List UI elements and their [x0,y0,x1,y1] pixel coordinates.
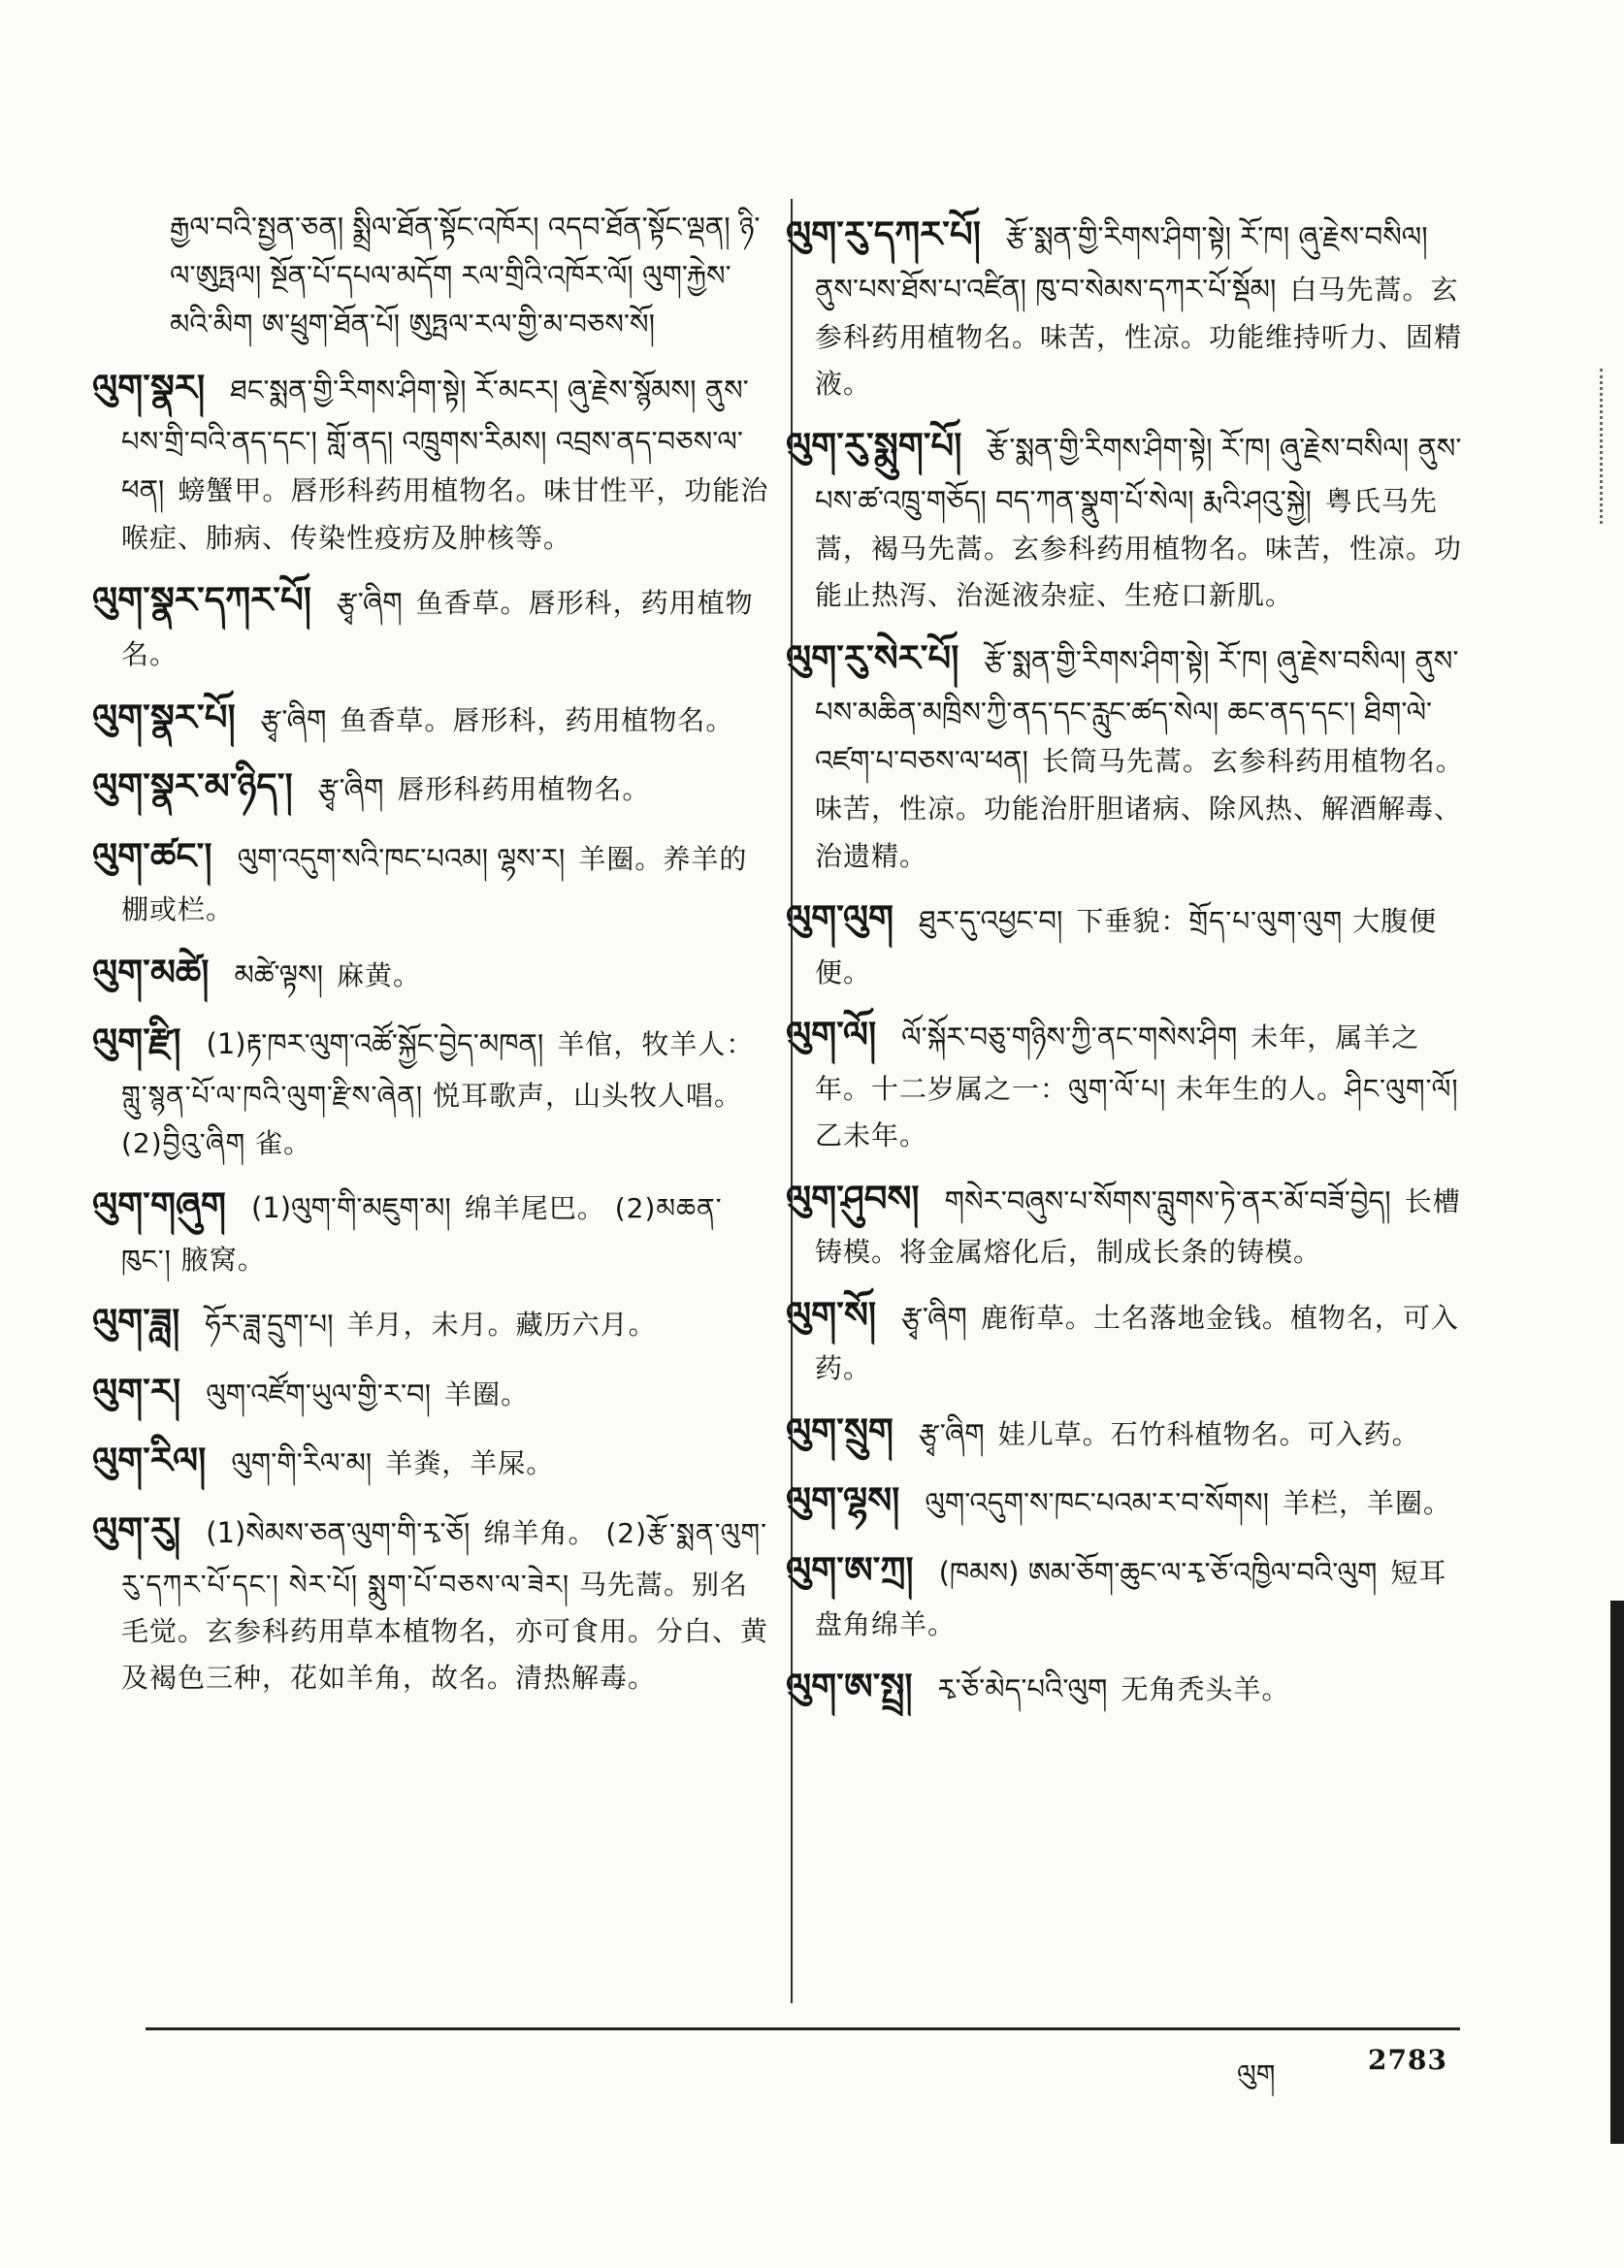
chinese-definition: 羊倌，牧羊人：གླུ་སྙན་པོ་ལ་ཁའི་ལུག་རྫིས་ཞེན། 悦耳歌声，山头牧人唱。(2)བྱིའུ་ཞིག 雀。 [121,1028,755,1159]
headword: ལུག་ལུག [786,897,893,939]
entry [92,756,771,818]
entry [786,1539,1475,1648]
right-column [786,204,1475,1726]
running-headword: ལུག [1237,2058,1276,2090]
tibetan-definition: རྩོ་སྨན་གྱི་རིགས་ཤིག་སྟེ། རོ་ཁ། ཞུ་རྗེས་བསིལ། ནུས་པས་མཆིན་མཁྲིས་ཀྱི་ནད་དང་རླུང་ཚད་སེལ། ཆང་ནད་དང་། ཐིག་ལེ་འཛག་པ་བཅས་ལ་ཕན། [815,643,1459,778]
chinese-definition: 下垂貌：གྲོད་པ་ལུག་ལུག 大腹便便。 [815,905,1438,988]
entry [786,1401,1475,1463]
headword: ལུག་ལོ། [786,1014,877,1056]
headword: ལུག་རུ་སྨུག་པོ། [786,425,962,468]
entry [92,1430,771,1492]
tibetan-definition: གསེར་བཞུས་པ་སོགས་བླུགས་ཏེ་ནར་མོ་བཟོ་བྱེད། [944,1183,1391,1217]
chinese-definition: 短耳盘角绵羊。 [815,1556,1447,1640]
chinese-definition: 鱼香草。唇形科，药用植物名。 [121,587,754,671]
tibetan-definition: (1)ལུག་གི་མཇུག་མ། [250,1190,451,1224]
headword: ལུག་གཞུག [92,1183,226,1226]
entry [92,942,771,1004]
entry [92,357,771,563]
chinese-definition: 鹿衔草。土名落地金钱。植物名，可入药。 [815,1301,1459,1385]
headword: ལུག་སྣར་མ་ཉིད་། [92,765,293,808]
tibetan-definition: ཧོར་ཟླ་དྲུག་པ། [205,1308,334,1341]
tibetan-definition: ལུག་འཛོག་ཡུལ་གྱི་ར་བ། [206,1377,432,1410]
chinese-definition: 绵羊角。 (2)རྩོ་སྨན་ལུག་རུ་དཀར་པོ་དང་། སེར་པོ། སྨུག་པོ་བཅས་ལ་ཟེར། 马先蒿。别名毛觉。玄参科药用草本植物名，亦可食用。分白、黄及褐色三种，花如羊角，故名。清热解毒。 [121,1516,769,1695]
tibetan-definition: (1)སེམས་ཅན་ལུག་གི་རྭ་ཅོ། [206,1515,471,1549]
tibetan-definition: (1)རྟ་ཁར་ལུག་འཚོ་སྐྱོང་བྱེད་མཁན། [206,1027,544,1061]
tibetan-definition: རྩྭ་ཞིག [260,702,327,736]
chinese-definition: 唇形科药用植物名。 [397,773,651,806]
chinese-definition: 麻黄。 [337,958,422,991]
entry [92,1291,771,1353]
headword: ལུག་ཨ་ཀྲ། [786,1548,914,1591]
entry [786,204,1475,407]
chinese-definition: 绵羊尾巴。 (2)མཆན་ཁུང་། 腋窝。 [121,1191,723,1276]
chinese-definition: 螃蟹甲。唇形科药用植物名。味甘性平，功能治喉症、肺病、传染性疫疠及肿核等。 [121,474,769,554]
headword: ལུག་རྫི། [92,1021,181,1063]
headword: ལུག་ཤུབས། [786,1177,920,1219]
chinese-definition: 羊栏，羊圈。 [1283,1487,1452,1520]
entry [92,1361,771,1423]
headword: ལུག་རུ་དཀར་པོ། [786,213,981,255]
headword: ལུག་མཚེ། [92,951,210,993]
headword: ལུག་སྣར་དཀར་པོ། [92,579,311,622]
tibetan-definition: རྩྭ་ཞིག [336,586,403,620]
entry [92,1175,771,1283]
scan-edge-bar [1610,1601,1624,2144]
tibetan-definition: ལུག་འདུག་ས་ཁང་པའམ་ར་བ་སོགས། [925,1486,1270,1520]
headword: ལུག་སྣར་པོ། [92,696,236,738]
tibetan-definition: ལུག་གི་རིལ་མ། [231,1446,373,1480]
tibetan-definition: ཐུར་དུ་འཕྱང་བ། [919,904,1063,937]
tibetan-definition: ལོ་སྐོར་བཅུ་གཉིས་ཀྱི་ནང་གསེས་ཤིག [901,1021,1238,1054]
tibetan-definition: ཐང་སྨན་གྱི་རིགས་ཤིག་སྟེ། རོ་མངར། ཞུ་རྗེས་སྙོམས། ནུས་པས་གྲི་བའི་ནད་དང་། གློ་ནད། འཁྲུགས་རིམས། འབྲས་ནད་བཅས་ལ་ཕན། [121,373,749,507]
tibetan-definition: ལུག་འདུག་སའི་ཁང་པའམ། ལྷས་ར། [237,841,566,875]
entry [786,1656,1475,1718]
entry [786,1168,1475,1277]
chinese-definition: 羊月，未月。藏历六月。 [346,1309,657,1341]
headword: ལུག་ལྷས། [786,1479,900,1522]
headword: ལུག་ཨ་སྤྲ། [786,1666,913,1707]
headword: ལུག་རུ་སེར་པོ། [786,636,959,679]
entry [786,415,1475,619]
entry [92,1011,771,1167]
chinese-definition: 白马先蒿。玄参科药用植物名。味苦，性凉。功能维持听力、固精液。 [815,273,1463,400]
chinese-definition: 羊圈。养羊的棚或栏。 [121,842,748,926]
entry [786,1284,1475,1393]
tibetan-definition: རྩྭ་ཞིག [901,1300,967,1334]
chinese-definition: 羊圈。 [444,1377,530,1410]
headword: ལུག་ཟླ། [92,1301,180,1343]
chinese-definition: 鱼香草。唇形科，药用植物名。 [340,703,734,736]
tibetan-definition: རྩྭ་ཞིག [918,1416,985,1450]
entry [121,204,771,349]
tibetan-definition: རྭ་ཅོ་མེད་པའི་ལུག [937,1672,1108,1705]
entry [786,1470,1475,1532]
left-column [92,204,771,1710]
chinese-definition: 未年，属羊之年。十二岁属之一：ལུག་ལོ་པ། 未年生的人。ཤིང་ལུག་ལོ། 乙未年。 [815,1021,1459,1152]
headword: ལུག་སོ། [786,1293,877,1336]
chinese-definition: 无角秃头羊。 [1121,1673,1290,1705]
chinese-definition: 长槽铸模。将金属熔化后，制成长条的铸模。 [815,1184,1461,1269]
chinese-definition: 长筒马先蒿。玄参科药用植物名。味苦，性凉。功能治肝胆诸病、除风热、解酒解毒、治遗精。 [815,745,1464,872]
tibetan-definition: རྩོ་སྨན་གྱི་རིགས་ཤིག་སྟེ། རོ་ཁ། ཞུ་རྗེས་བསིལ། ནུས་པས་ཚ་འཁྲུ་གཅོད། བད་ཀན་སྣུག་པོ་སེལ། རྨའི་ཤའུ་སྐྱེ། [815,432,1462,517]
page-number: 2783 [1368,2044,1447,2076]
chinese-definition: 羊粪，羊屎。 [385,1447,555,1480]
headword: ལུག་སྣར། [92,366,206,408]
tibetan-definition: རྩོ་སྨན་གྱི་རིགས་ཤིག་སྟེ། རོ་ཁ། ཞུ་རྗེས་བསིལ། ནུས་པས་ཐོས་པ་འཛིན། ཁུ་བ་སེམས་དཀར་པོ་སྡོམ། [815,220,1428,306]
headword: ལུག་སྲུག [786,1409,893,1452]
entry [92,826,771,934]
headword: ལུག་ར། [92,1370,181,1412]
headword: ལུག་རུ། [92,1508,181,1551]
tibetan-definition: རྩྭ་ཞིག [317,772,384,806]
tibetan-definition: རྒྱལ་བའི་སྤྱན་ཅན། སྨྲིལ་ཐོན་སྟོང་འཁོར། འདབ་ཐོན་སྟོང་ལྡན། ཉི་ལ་ཨུཏྤལ། སྔོན་པོ་དཔལ་མདོག རལ་གྲིའི་འཁོར་ལོ། ལུག་རྐྱེས་མའི་མིག ཨ་ཕྲུག་ཐོན་པོ། ཨུཏྤལ་རལ་གྱི་མ་བཅས་སོ། [170,211,761,340]
tibetan-definition: མཚེ་ལྟས། [234,957,324,991]
entry [786,1004,1475,1160]
chinese-definition: 粤氏马先蒿，褐马先蒿。玄参科药用植物名。味苦，性凉。功能止热泻、治涎液杂症、生疮口新肌。 [815,485,1463,612]
entry [786,628,1475,880]
headword: ལུག་ཚང་། [92,834,212,877]
tibetan-definition: (ཁམས) ཨམ་ཅོག་ཆུང་ལ་རྭ་ཅོ་འཁྱིལ་བའི་ལུག [938,1555,1378,1589]
footer-rule [146,2027,1460,2030]
headword: ལུག་རིལ། [92,1440,207,1482]
entry [92,569,771,678]
column-divider [791,199,793,2003]
scan-edge-marks [1600,369,1616,524]
entry [786,888,1475,996]
entry [92,1500,771,1702]
chinese-definition: 娃儿草。石竹科植物名。可入药。 [997,1417,1420,1450]
entry [92,687,771,749]
